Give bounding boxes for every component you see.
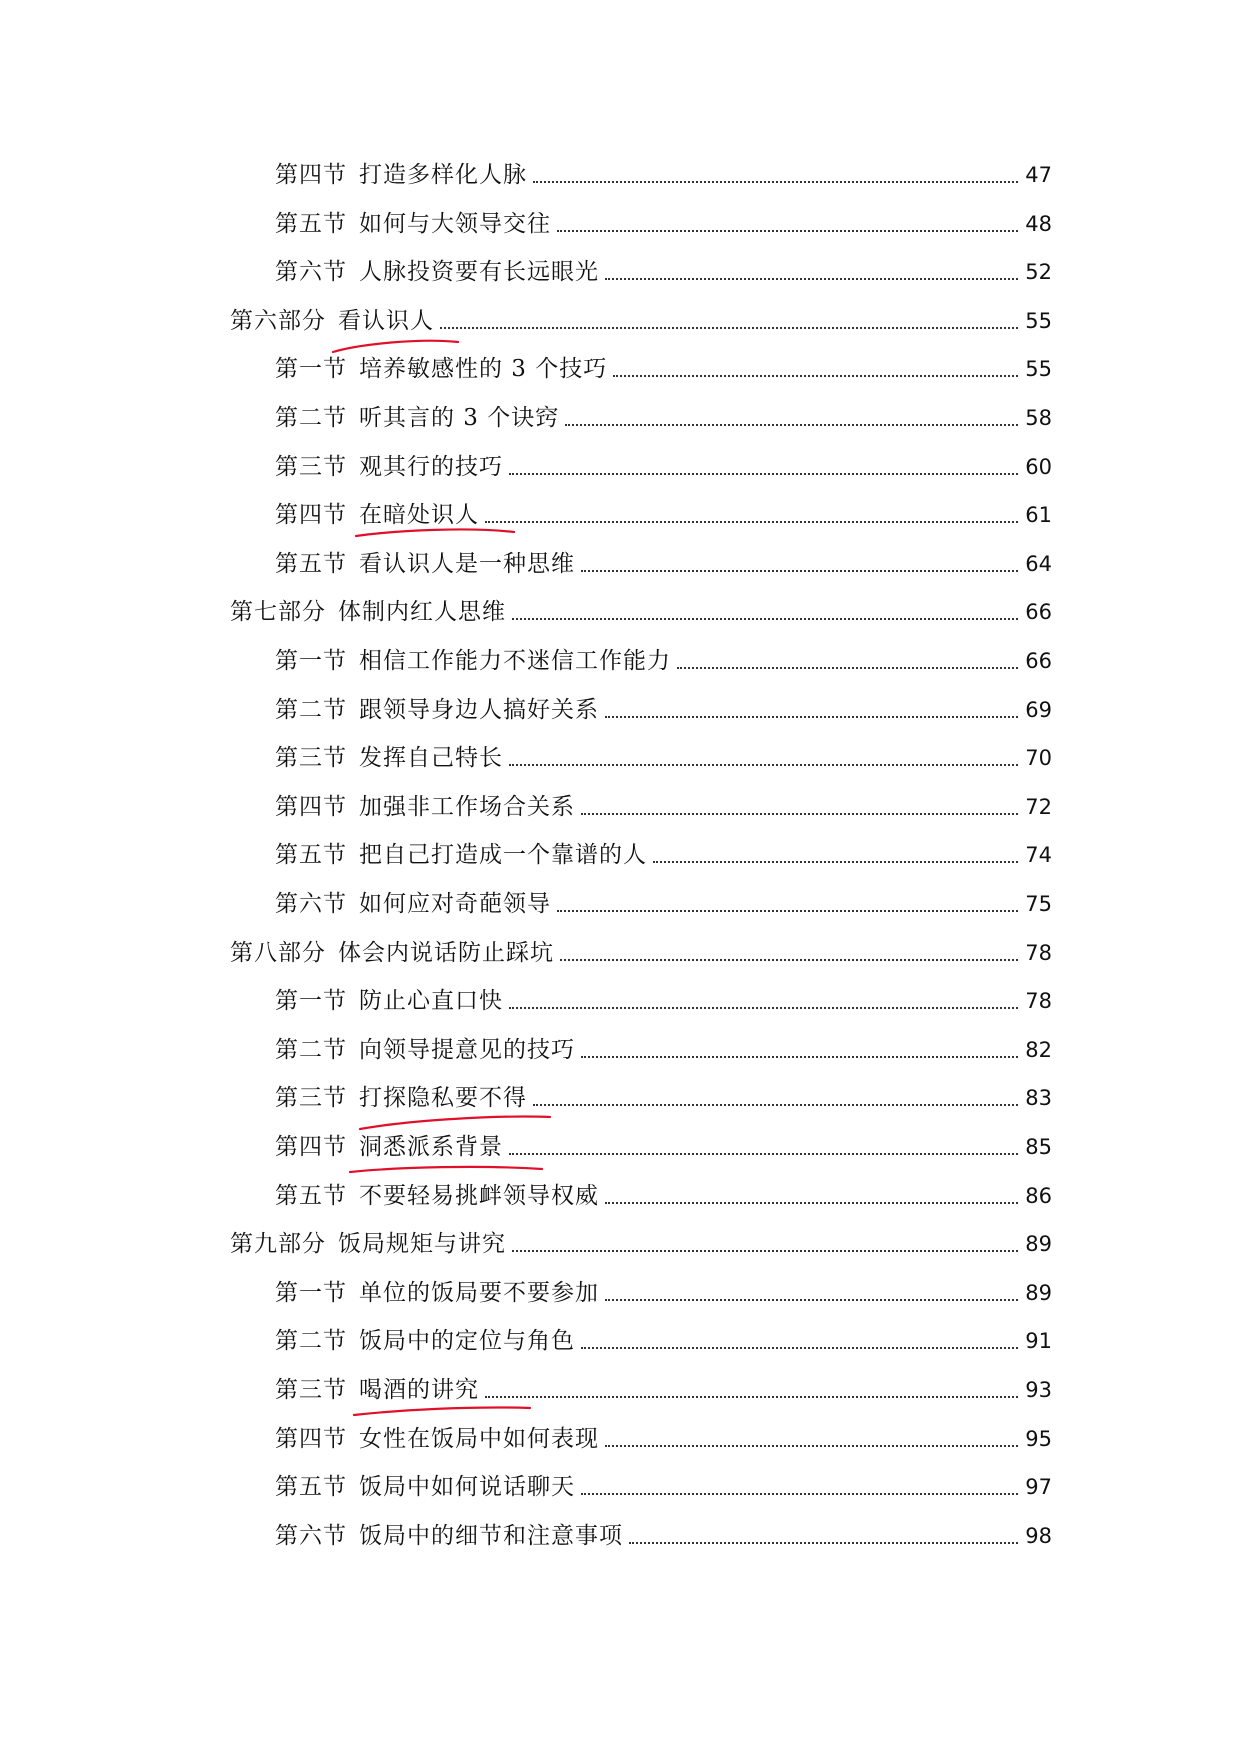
toc-section-entry — [275, 889, 1052, 919]
entry-page-number: 52 — [1025, 260, 1052, 285]
dot-leader — [565, 424, 1018, 426]
dot-leader — [560, 959, 1018, 961]
dot-leader — [605, 1202, 1018, 1204]
entry-title: 单位的饭局要不要参加 — [359, 1279, 599, 1306]
toc-section-entry — [275, 1035, 1052, 1065]
toc-section-entry — [275, 1083, 1052, 1113]
entry-number-label: 第二节 — [275, 405, 347, 431]
entry-title: 饭局中的定位与角色 — [359, 1328, 575, 1355]
entry-title: 体会内说话防止踩坑 — [338, 939, 554, 966]
entry-number-label: 第一节 — [275, 648, 347, 674]
dot-leader — [557, 910, 1018, 912]
entry-title: 饭局规矩与讲究 — [338, 1231, 506, 1258]
dot-leader — [581, 570, 1018, 572]
entry-number-label: 第五节 — [275, 842, 347, 869]
entry-page-number: 74 — [1025, 843, 1052, 868]
entry-page-number: 70 — [1025, 746, 1052, 771]
entry-number-label: 第六节 — [275, 1522, 347, 1549]
entry-title: 看认识人 — [338, 307, 434, 334]
entry-number-label: 第九部分 — [230, 1231, 326, 1258]
dot-leader — [629, 1542, 1018, 1544]
entry-title: 在暗处识人 — [359, 502, 479, 529]
entry-number-label: 第六部分 — [230, 307, 326, 334]
dot-leader — [485, 1396, 1018, 1398]
entry-title: 打造多样化人脉 — [359, 162, 527, 188]
entry-title: 向领导提意见的技巧 — [359, 1036, 575, 1063]
toc-section-entry — [275, 1326, 1052, 1356]
dot-leader — [613, 375, 1018, 377]
toc-section-entry — [275, 500, 1052, 530]
entry-page-number: 48 — [1025, 211, 1052, 236]
dot-leader — [653, 861, 1018, 863]
entry-page-number: 72 — [1025, 794, 1052, 819]
entry-number-label: 第一节 — [275, 1279, 347, 1306]
dot-leader — [581, 1347, 1018, 1349]
entry-number-label: 第五节 — [275, 1474, 347, 1501]
entry-page-number: 60 — [1025, 454, 1052, 479]
entry-number-label: 第三节 — [275, 453, 347, 480]
entry-page-number: 61 — [1025, 503, 1052, 528]
entry-number-label: 第三节 — [275, 1377, 347, 1403]
entry-number-label: 第六节 — [275, 259, 347, 286]
entry-number-label: 第四节 — [275, 1134, 347, 1160]
toc-part-entry — [230, 597, 1052, 627]
entry-title: 洞悉派系背景 — [359, 1134, 503, 1160]
toc-section-entry — [275, 1278, 1052, 1308]
toc-section-entry — [275, 1521, 1052, 1551]
entry-number-label: 第五节 — [275, 550, 347, 577]
entry-page-number: 75 — [1025, 892, 1052, 916]
toc-section-entry — [275, 986, 1052, 1016]
entry-title: 跟领导身边人搞好关系 — [359, 696, 599, 723]
toc-section-entry — [275, 695, 1052, 725]
entry-page-number: 66 — [1025, 600, 1052, 625]
entry-number-label: 第五节 — [275, 210, 347, 237]
entry-title: 打探隐私要不得 — [359, 1085, 527, 1112]
entry-page-number: 93 — [1025, 1378, 1052, 1402]
entry-page-number: 69 — [1025, 697, 1052, 722]
dot-leader — [485, 521, 1018, 523]
entry-title: 培养敏感性的 3 个技巧 — [359, 356, 608, 383]
entry-page-number: 91 — [1025, 1329, 1052, 1354]
entry-number-label: 第四节 — [275, 502, 347, 529]
toc-section-entry — [275, 1424, 1052, 1454]
entry-title: 喝酒的讲究 — [359, 1377, 479, 1403]
toc-part-entry — [230, 306, 1052, 336]
entry-title: 观其行的技巧 — [359, 453, 503, 480]
entry-page-number: 89 — [1025, 1232, 1052, 1257]
entry-title: 如何与大领导交往 — [359, 210, 551, 237]
entry-page-number: 95 — [1025, 1426, 1052, 1451]
entry-number-label: 第二节 — [275, 1036, 347, 1063]
dot-leader — [509, 473, 1018, 475]
toc-section-entry — [275, 549, 1052, 579]
entry-page-number: 86 — [1025, 1183, 1052, 1208]
entry-number-label: 第六节 — [275, 891, 347, 917]
dot-leader — [533, 181, 1018, 183]
dot-leader — [509, 764, 1018, 766]
entry-title: 发挥自己特长 — [359, 745, 503, 772]
entry-title: 加强非工作场合关系 — [359, 793, 575, 820]
entry-number-label: 第二节 — [275, 1328, 347, 1355]
entry-title: 女性在饭局中如何表现 — [359, 1425, 599, 1452]
toc-section-entry — [275, 1375, 1052, 1405]
dot-leader — [605, 1299, 1018, 1301]
toc-section-entry — [275, 1181, 1052, 1211]
toc-section-entry — [275, 452, 1052, 482]
toc-section-entry — [275, 257, 1052, 287]
entry-number-label: 第二节 — [275, 696, 347, 723]
dot-leader — [512, 618, 1018, 620]
dot-leader — [533, 1104, 1018, 1106]
entry-title: 体制内红人思维 — [338, 599, 506, 626]
entry-title: 饭局中如何说话聊天 — [359, 1474, 575, 1501]
entry-title: 如何应对奇葩领导 — [359, 891, 551, 917]
dot-leader — [509, 1153, 1018, 1155]
toc-part-entry — [230, 1229, 1052, 1259]
entry-number-label: 第一节 — [275, 356, 347, 383]
toc-section-entry — [275, 1472, 1052, 1502]
toc-section-entry — [275, 160, 1052, 190]
entry-number-label: 第四节 — [275, 793, 347, 820]
toc-section-entry — [275, 354, 1052, 384]
entry-title: 不要轻易挑衅领导权威 — [359, 1182, 599, 1209]
dot-leader — [677, 667, 1018, 669]
entry-page-number: 58 — [1025, 406, 1052, 430]
dot-leader — [605, 1445, 1018, 1447]
entry-number-label: 第七部分 — [230, 599, 326, 626]
entry-number-label: 第四节 — [275, 162, 347, 188]
toc-section-entry — [275, 1132, 1052, 1162]
entry-number-label: 第四节 — [275, 1425, 347, 1452]
entry-title: 看认识人是一种思维 — [359, 550, 575, 577]
toc-section-entry — [275, 792, 1052, 822]
entry-number-label: 第一节 — [275, 988, 347, 1015]
toc-section-entry — [275, 646, 1052, 676]
entry-page-number: 89 — [1025, 1280, 1052, 1305]
entry-page-number: 97 — [1025, 1475, 1052, 1500]
entry-page-number: 66 — [1025, 649, 1052, 673]
entry-number-label: 第八部分 — [230, 939, 326, 966]
dot-leader — [581, 813, 1018, 815]
toc-section-entry — [275, 209, 1052, 239]
entry-title: 把自己打造成一个靠谱的人 — [359, 842, 647, 869]
entry-page-number: 64 — [1025, 551, 1052, 576]
entry-page-number: 78 — [1025, 940, 1052, 965]
entry-number-label: 第三节 — [275, 1085, 347, 1112]
entry-page-number: 82 — [1025, 1037, 1052, 1062]
entry-page-number: 98 — [1025, 1523, 1052, 1548]
toc-section-entry — [275, 403, 1052, 433]
entry-title: 饭局中的细节和注意事项 — [359, 1522, 623, 1549]
dot-leader — [509, 1007, 1018, 1009]
entry-page-number: 55 — [1025, 357, 1052, 382]
dot-leader — [605, 716, 1018, 718]
entry-page-number: 55 — [1025, 308, 1052, 333]
entry-number-label: 第三节 — [275, 745, 347, 772]
entry-title: 防止心直口快 — [359, 988, 503, 1015]
entry-title: 相信工作能力不迷信工作能力 — [359, 648, 671, 674]
entry-title: 人脉投资要有长远眼光 — [359, 259, 599, 286]
entry-title: 听其言的 3 个诀窍 — [359, 405, 560, 431]
entry-page-number: 85 — [1025, 1135, 1052, 1159]
toc-section-entry — [275, 840, 1052, 870]
entry-page-number: 47 — [1025, 163, 1052, 187]
toc-section-entry — [275, 743, 1052, 773]
dot-leader — [581, 1056, 1018, 1058]
toc-part-entry — [230, 938, 1052, 968]
dot-leader — [581, 1493, 1018, 1495]
dot-leader — [557, 230, 1018, 232]
dot-leader — [605, 278, 1018, 280]
entry-number-label: 第五节 — [275, 1182, 347, 1209]
entry-page-number: 78 — [1025, 989, 1052, 1014]
dot-leader — [512, 1250, 1018, 1252]
entry-page-number: 83 — [1025, 1086, 1052, 1111]
dot-leader — [440, 327, 1018, 329]
